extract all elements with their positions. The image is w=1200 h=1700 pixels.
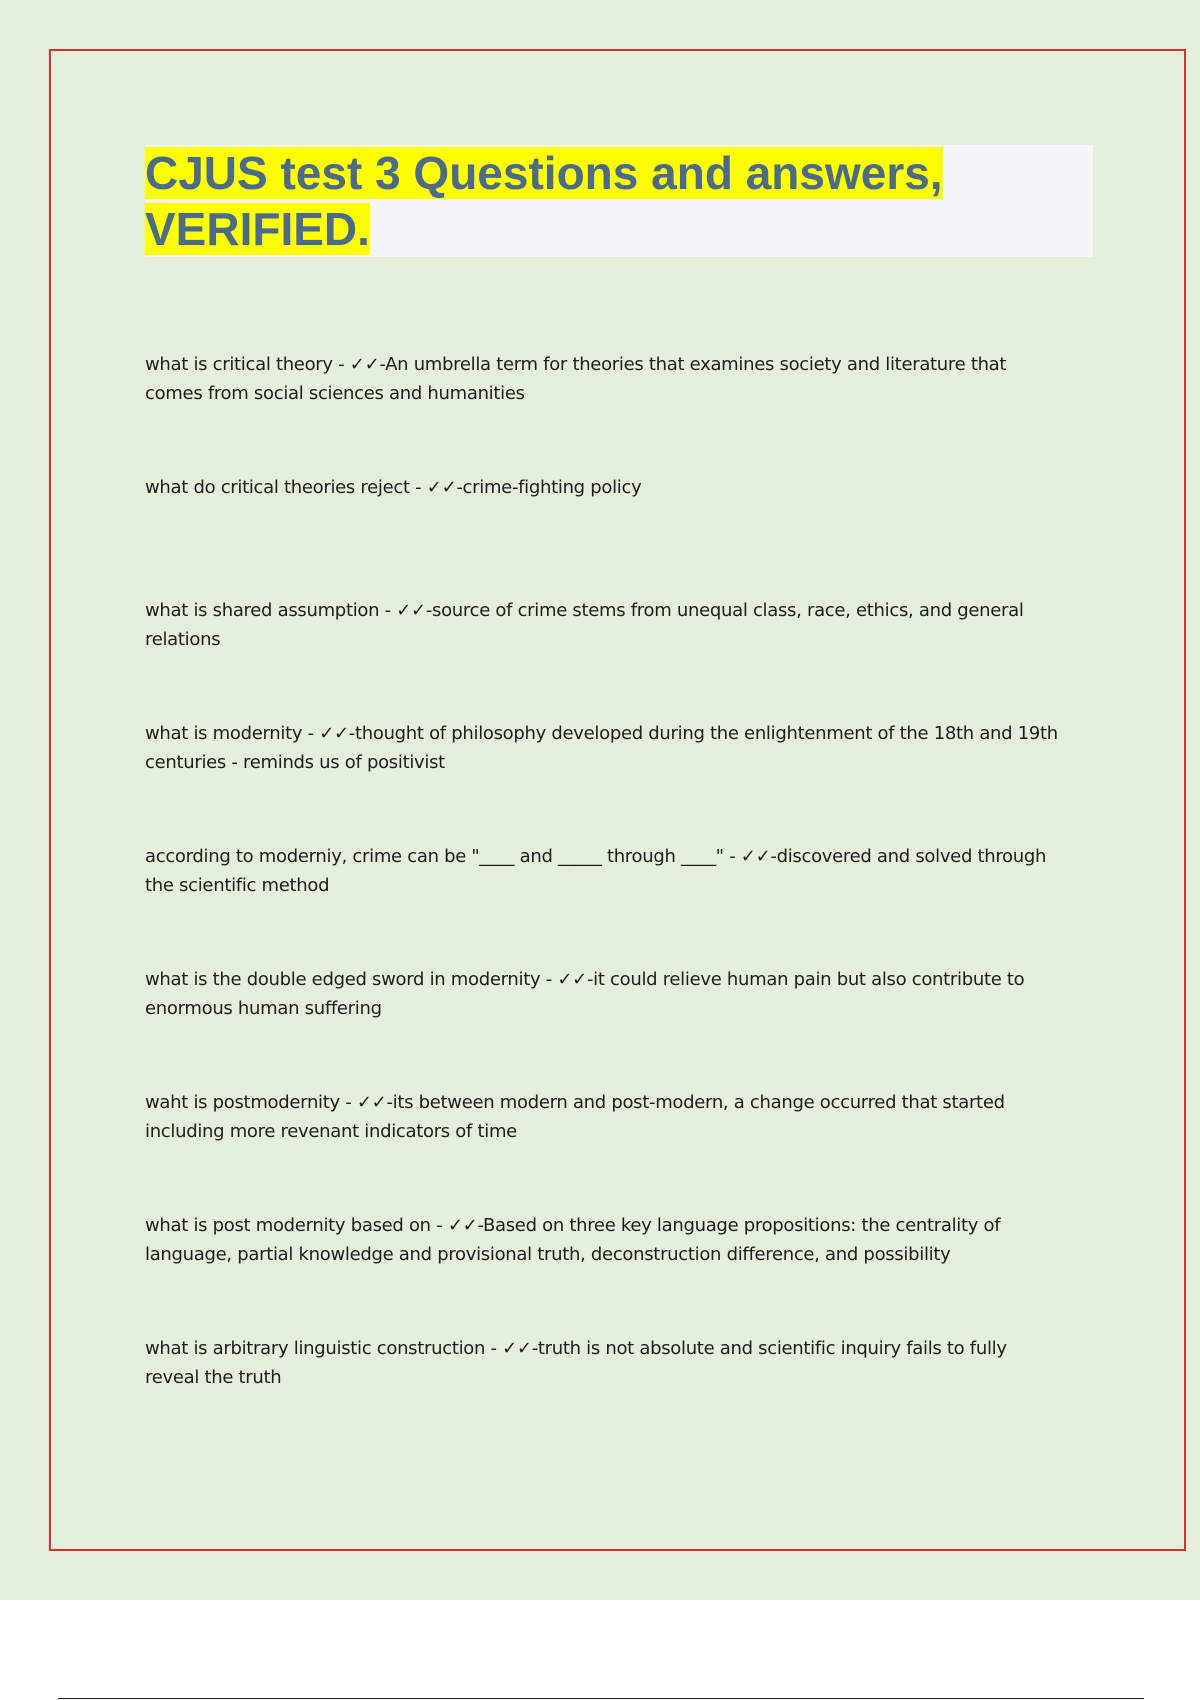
qa-item: what is modernity - ✓✓-thought of philosophy developed during the enlightenment of the 18th and 19th centuries - reminds us of positivist	[145, 723, 1058, 773]
qa-item: according to moderniy, crime can be "____ and _____ through ____" - ✓✓-discovered and solved through the scientific method	[145, 846, 1047, 896]
document-title	[145, 145, 1025, 257]
qa-item: what do critical theories reject - ✓✓-crime-fighting policy	[145, 477, 642, 498]
qa-item: what is post modernity based on - ✓✓-Based on three key language propositions: the centrality of language, partial knowledge and provisional truth, deconstruction difference, and possibility	[145, 1215, 1001, 1265]
question-answer-list	[145, 350, 1065, 1457]
title-highlight: CJUS test 3 Questions and answers, VERIFIED.	[145, 147, 943, 255]
qa-item: what is the double edged sword in modernity - ✓✓-it could relieve human pain but also contribute to enormous human suffering	[145, 969, 1025, 1019]
qa-item: what is shared assumption - ✓✓-source of crime stems from unequal class, race, ethics, and general relations	[145, 600, 1024, 650]
qa-item: what is critical theory - ✓✓-An umbrella term for theories that examines society and literature that comes from social sciences and humanities	[145, 354, 1007, 404]
footer-divider	[58, 1698, 1144, 1699]
qa-item: what is arbitrary linguistic construction - ✓✓-truth is not absolute and scientific inquiry fails to fully reveal the truth	[145, 1338, 1007, 1388]
qa-item: waht is postmodernity - ✓✓-its between modern and post-modern, a change occurred that started including more revenant indicators of time	[145, 1092, 1005, 1142]
